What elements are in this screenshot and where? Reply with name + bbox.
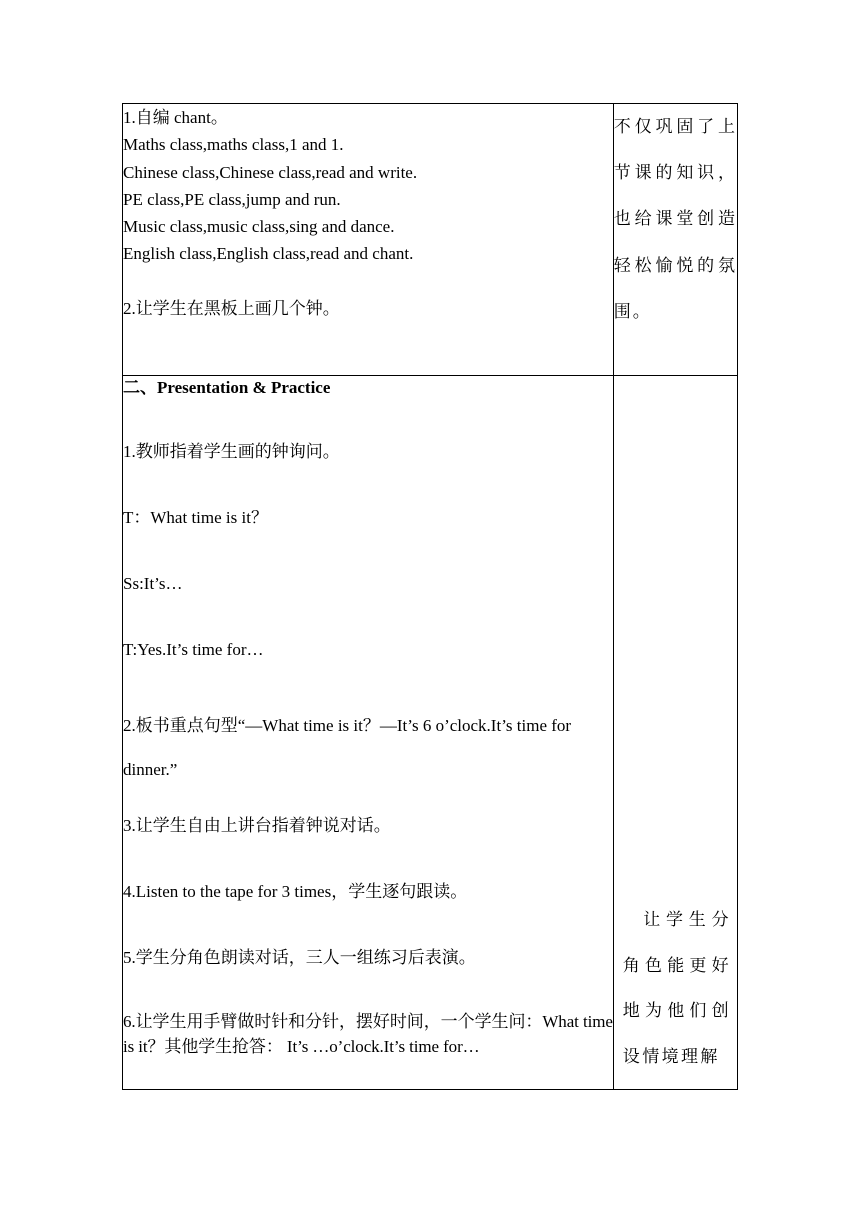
- step-text: 5.学生分角色朗读对话，三人一组练习后表演。: [123, 948, 476, 967]
- table-row: [123, 104, 738, 376]
- step-text: 1.自编 chant。: [123, 108, 228, 127]
- table-row: [123, 376, 738, 1090]
- purpose-text: 不仅巩固了上节课的知识，也给课堂创造轻松愉悦的氛围。: [613, 117, 737, 321]
- step-text: 6.让学生用手臂做时针和分针，摆好时间，一个学生问：What time is it？其他学生抢答： It’s …o’clock.It’s time for…: [123, 1012, 613, 1056]
- step-text: 3.让学生自由上讲台指着钟说对话。: [123, 816, 391, 835]
- chant-line: Chinese class,Chinese class,read and write.: [123, 162, 418, 182]
- activity-cell: [123, 376, 614, 1090]
- dialogue-line: T：What time is it？: [123, 508, 268, 527]
- step-text: 2.让学生在黑板上画几个钟。: [123, 298, 340, 318]
- lesson-plan-table: [122, 103, 738, 1090]
- activity-cell: [123, 104, 614, 376]
- step-text: 4.Listen to the tape for 3 times，学生逐句跟读。: [123, 882, 468, 901]
- chant-line: Maths class,maths class,1 and 1.: [123, 135, 344, 155]
- purpose-cell: [613, 104, 737, 376]
- purpose-cell: [613, 376, 737, 1090]
- dialogue-line: Ss:It’s…: [123, 574, 183, 593]
- chant-line: English class,English class,read and chant.: [123, 244, 414, 264]
- dialogue-line: T:Yes.It’s time for…: [123, 640, 264, 659]
- step-text: 1.教师指着学生画的钟询问。: [123, 442, 340, 461]
- chant-line: PE class,PE class,jump and run.: [123, 189, 341, 209]
- section-heading: 二、Presentation & Practice: [123, 378, 331, 397]
- chant-line: Music class,music class,sing and dance.: [123, 217, 395, 237]
- step-text: 2.板书重点句型“—What time is it？—It’s 6 o’clock.It’s time for dinner.”: [123, 716, 572, 779]
- purpose-text: 让学生分角色能更好地为他们创设情境理解: [622, 910, 731, 1066]
- spacer: [123, 268, 613, 295]
